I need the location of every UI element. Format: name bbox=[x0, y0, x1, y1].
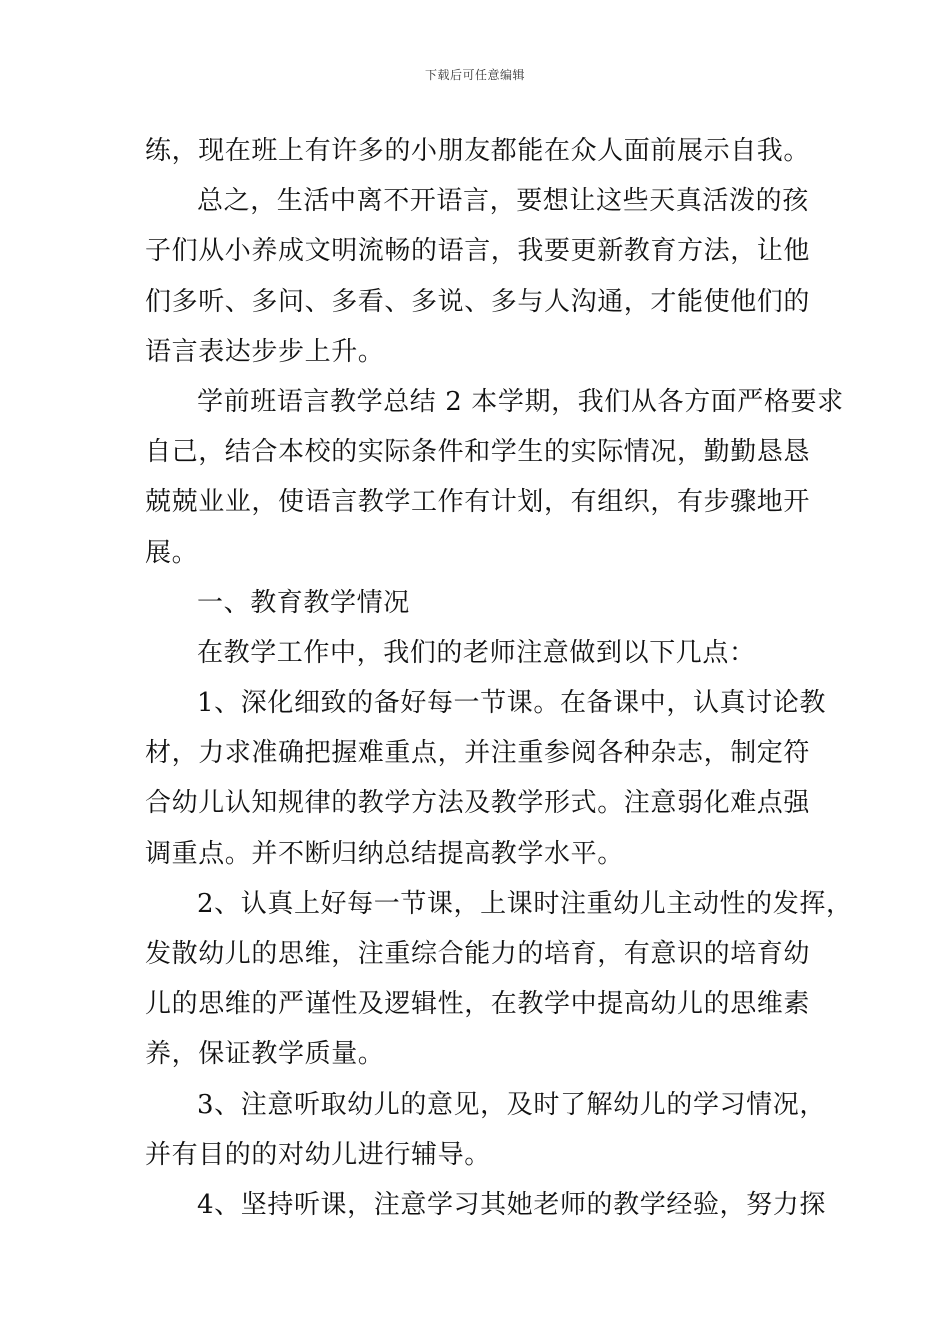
text-line: 学前班语言教学总结 2 本学期，我们从各方面严格要求 bbox=[197, 386, 844, 417]
text-line: 语言表达步步上升。 bbox=[145, 336, 385, 367]
text-line: 合幼儿认知规律的教学方法及教学形式。注意弱化难点强 bbox=[145, 788, 811, 819]
text-line: 材，力求准确把握难重点，并注重参阅各种杂志，制定符 bbox=[145, 738, 811, 769]
text-line: 子们从小养成文明流畅的语言，我要更新教育方法，让他 bbox=[145, 236, 811, 267]
text-line: 们多听、多问、多看、多说、多与人沟通，才能使他们的 bbox=[145, 286, 811, 317]
text-line: 展。 bbox=[145, 537, 199, 568]
text-line: 儿的思维的严谨性及逻辑性，在教学中提高幼儿的思维素 bbox=[145, 989, 811, 1020]
text-line: 4、坚持听课，注意学习其她老师的教学经验，努力探 bbox=[197, 1189, 826, 1220]
text-line: 3、注意听取幼儿的意见，及时了解幼儿的学习情况， bbox=[197, 1089, 826, 1120]
text-line: 总之，生活中离不开语言，要想让这些天真活泼的孩 bbox=[197, 186, 809, 217]
page-header: 下载后可任意编辑 bbox=[424, 68, 525, 82]
text-line: 并有目的的对幼儿进行辅导。 bbox=[145, 1139, 491, 1170]
text-line: 练，现在班上有许多的小朋友都能在众人面前展示自我。 bbox=[145, 136, 811, 166]
text-line: 在教学工作中，我们的老师注意做到以下几点： bbox=[197, 637, 756, 668]
text-line: 2、认真上好每一节课，上课时注重幼儿主动性的发挥， bbox=[197, 888, 853, 919]
text-line: 兢兢业业，使语言教学工作有计划，有组织，有步骤地开 bbox=[145, 487, 811, 518]
text-line: 自己，结合本校的实际条件和学生的实际情况，勤勤恳恳 bbox=[145, 437, 811, 468]
text-line: 1、深化细致的备好每一节课。在备课中，认真讨论教 bbox=[197, 688, 826, 719]
text-line: 养，保证教学质量。 bbox=[145, 1039, 385, 1070]
text-line: 调重点。并不断归纳总结提高教学水平。 bbox=[145, 838, 624, 869]
document-body bbox=[145, 126, 853, 1230]
text-line: 发散幼儿的思维，注重综合能力的培育，有意识的培育幼 bbox=[145, 939, 811, 969]
section-heading: 一、教育教学情况 bbox=[197, 587, 410, 618]
